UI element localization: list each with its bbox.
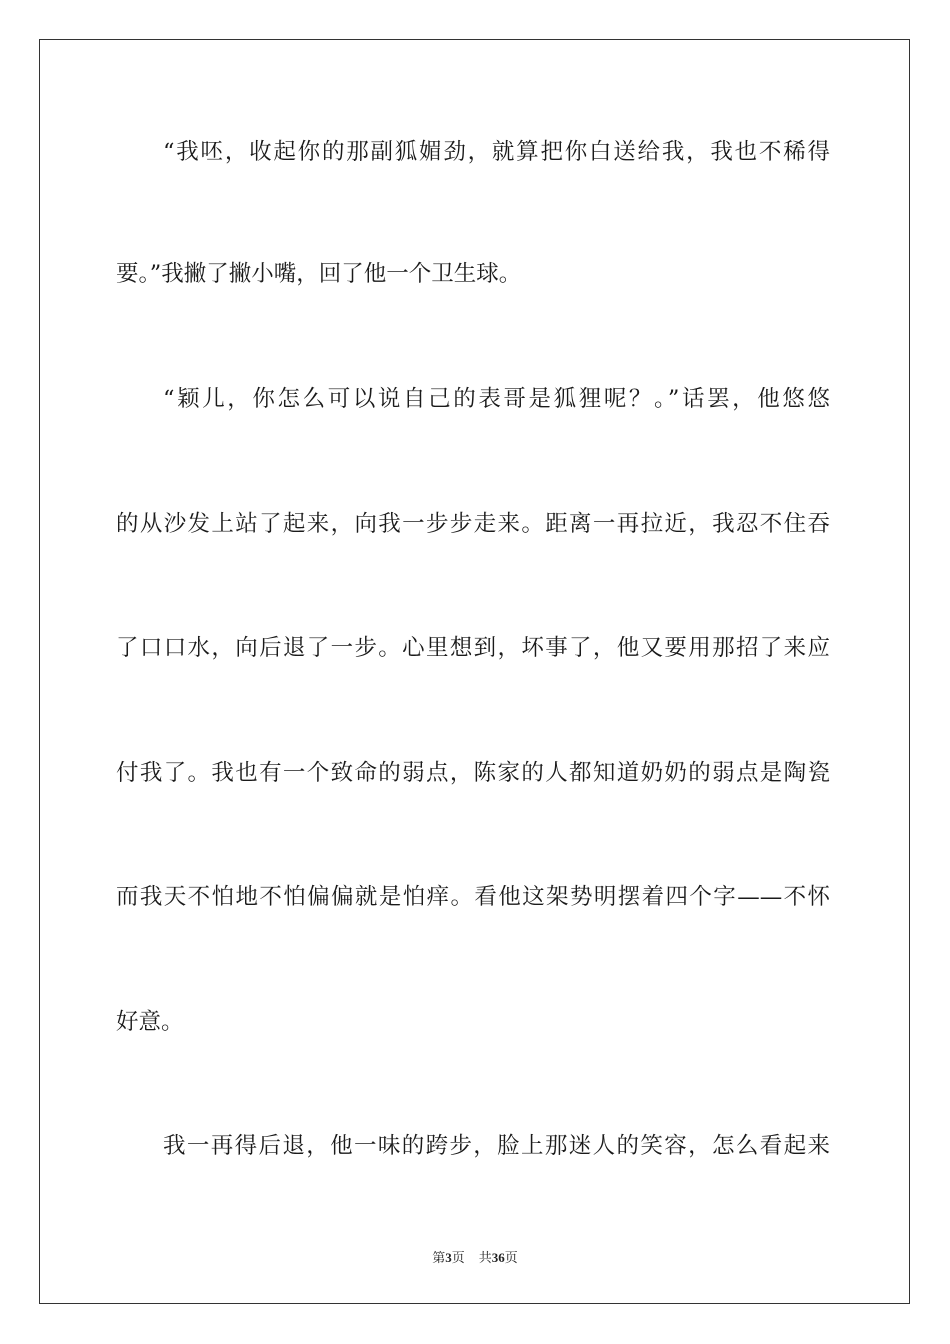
page-prefix: 第	[432, 1250, 446, 1265]
total-prefix: 共	[478, 1250, 492, 1265]
page-footer	[0, 1247, 950, 1266]
text-line: “我呸，收起你的那副狐媚劲，就算把你白送给我，我也不稀得	[163, 139, 830, 165]
total-suffix: 页	[504, 1250, 518, 1265]
page-border	[39, 39, 910, 1304]
page-suffix: 页	[451, 1250, 465, 1265]
text-line: 了口口水，向后退了一步。心里想到，坏事了，他又要用那招了来应	[116, 635, 830, 661]
total-pages: 36	[491, 1250, 505, 1265]
text-line: 我一再得后退，他一味的跨步，脸上那迷人的笑容，怎么看起来	[163, 1133, 830, 1159]
text-line: “颖儿，你怎么可以说自己的表哥是狐狸呢？。”话罢，他悠悠	[163, 386, 830, 412]
text-line: 的从沙发上站了起来，向我一步步走来。距离一再拉近，我忍不住吞	[116, 511, 830, 537]
text-line: 而我天不怕地不怕偏偏就是怕痒。看他这架势明摆着四个字——不怀	[116, 884, 830, 910]
page-number: 3	[445, 1250, 452, 1265]
text-line: 要。”我撇了撇小嘴，回了他一个卫生球。	[116, 261, 522, 287]
text-line: 付我了。我也有一个致命的弱点，陈家的人都知道奶奶的弱点是陶瓷	[116, 760, 830, 786]
text-line: 好意。	[116, 1009, 184, 1035]
